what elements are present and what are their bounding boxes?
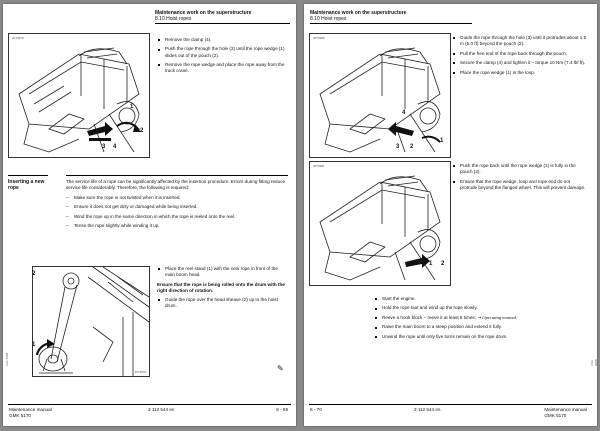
side-code: 3 01 2008 (5, 352, 9, 366)
callout-4: 4 (402, 110, 406, 116)
instruction-item: Pull the free end of the rope back through the pouch. (452, 51, 588, 57)
instruction-item: Remove the clamp (4). (157, 37, 289, 43)
callout-1: 1 (32, 342, 36, 348)
figure-code: 3073978 (134, 370, 146, 374)
requirement-item: – Wind the rope up in the same direction in which the rope is reeled onto the reel. (66, 214, 288, 220)
crane-drawing (9, 34, 149, 157)
requirement-item: – Make sure the rope is not twisted when it is inserted. (66, 195, 288, 201)
callout-2: 2 (32, 271, 36, 277)
warning-note: Ensure that the rope is being rolled onto the drum with the right direction of rotation. (157, 281, 285, 293)
right-footer-manual (544, 407, 587, 419)
intro-paragraph: The service life of a rope can be significantly affected by the insertion procedure. Errors during fitting reduce service life considerably. Therefore, the following is required: (66, 179, 286, 191)
figure-code: 3073980 (313, 36, 325, 40)
left-header (155, 10, 290, 24)
left-header-section: 8.10 Hoist ropes (155, 16, 192, 22)
right-figure-rope-guide (309, 33, 451, 158)
side-code: 3 01 2008 (590, 359, 598, 366)
footer-page-number: 8 - 69 (276, 407, 288, 413)
callout-3: 3 (102, 144, 106, 150)
callout-1: 1 (130, 104, 134, 110)
left-figure-reel-stand (32, 266, 150, 377)
callout-1: 1 (429, 261, 433, 267)
inserting-rope-section (66, 175, 288, 233)
requirement-item: – Ensure it does not get dirty or damaged while being inserted. (66, 204, 288, 210)
crane-drawing (310, 34, 450, 157)
left-top-instructions (157, 37, 289, 78)
instruction-item: Guide the rope over the head sheave (2) up to the hoist drum. (157, 297, 289, 309)
instruction-item: Push the rope through the hole (3) until the rope wedge (1) slides out of the pouch (2). (157, 46, 289, 58)
right-bottom-instructions (374, 296, 589, 343)
left-page (3, 4, 296, 426)
right-figure-wedge-insert (309, 161, 451, 286)
reel-instructions (157, 266, 289, 313)
footer-page-number: 8 - 70 (310, 407, 322, 413)
instruction-item (374, 315, 589, 321)
instruction-item: Place the rope wedge (1) in the loop. (452, 70, 588, 76)
instruction-item: Raise the main boom to a steep position and extend it fully. (374, 324, 589, 330)
footer-rule (8, 404, 291, 405)
instruction-item: Push the rope back until the rope wedge (1) is fully in the pouch (2). (452, 163, 588, 175)
left-header-title: Maintenance work on the superstructure (155, 10, 252, 16)
instruction-item: Remove the rope wedge and place the rope away from the truck crane. (157, 62, 289, 74)
callout-2: 2 (140, 128, 144, 134)
callout-3: 3 (396, 144, 400, 150)
reeve-text: Reeve a hook block – reeve it at least 5 times; (382, 314, 476, 320)
right-mid-instructions (452, 163, 588, 194)
pencil-icon: ✎ (277, 364, 284, 373)
callout-1: 1 (440, 138, 444, 144)
reel-drawing (33, 267, 149, 376)
callout-2: 2 (441, 261, 445, 267)
footer-manual: Maintenance manual (544, 407, 587, 413)
footer-model: GMK 5170 (544, 413, 567, 419)
footer-manual: Maintenance manual (9, 407, 52, 413)
section-heading-inserting: Inserting a new rope (8, 175, 48, 192)
instruction-item: Hold the rope taut and wind up the rope slowly. (374, 305, 589, 311)
instruction-item: Unwind the rope until only five turns remain on the rope drum. (374, 334, 589, 340)
footer-docno: 3 112 544 en (148, 407, 175, 413)
right-header-section: 8.10 Hoist ropes (310, 16, 347, 22)
callout-4: 4 (113, 144, 117, 150)
instruction-item: Secure the clamp (4) and tighten it – torque 10 Nm (7.4 lbf ft). (452, 60, 588, 66)
footer-rule (309, 404, 592, 405)
callout-2: 2 (410, 144, 414, 150)
figure-code: 3073979 (12, 36, 24, 40)
right-header-title: Maintenance work on the superstructure (310, 10, 407, 16)
right-page (304, 4, 597, 426)
instruction-item: Ensure that the rope wedge, loop and rope end do not protrude beyond the flanged wheel. This will prevent damage. (452, 179, 588, 191)
figure-code: 3073981 (313, 164, 325, 168)
footer-docno: 3 112 544 en (414, 407, 441, 413)
right-top-instructions (452, 35, 588, 79)
operating-manual-ref[interactable]: ➞ Operating manual. (477, 314, 518, 320)
left-figure-wedge-removal (8, 33, 150, 158)
instruction-item: Place the reel stand (1) with the new rope in front of the main boom head. (157, 266, 289, 278)
right-header (310, 10, 472, 24)
requirement-item: – Tense the rope slightly while winding it up. (66, 223, 288, 229)
instruction-item: Start the engine. (374, 296, 589, 302)
instruction-item: Guide the rope through the hole (3) until it protrudes about 1.5 m (5.0 ft) beyond the pouch (2). (452, 35, 588, 47)
left-footer-manual (9, 407, 52, 419)
footer-model: GMK 5170 (9, 413, 31, 419)
